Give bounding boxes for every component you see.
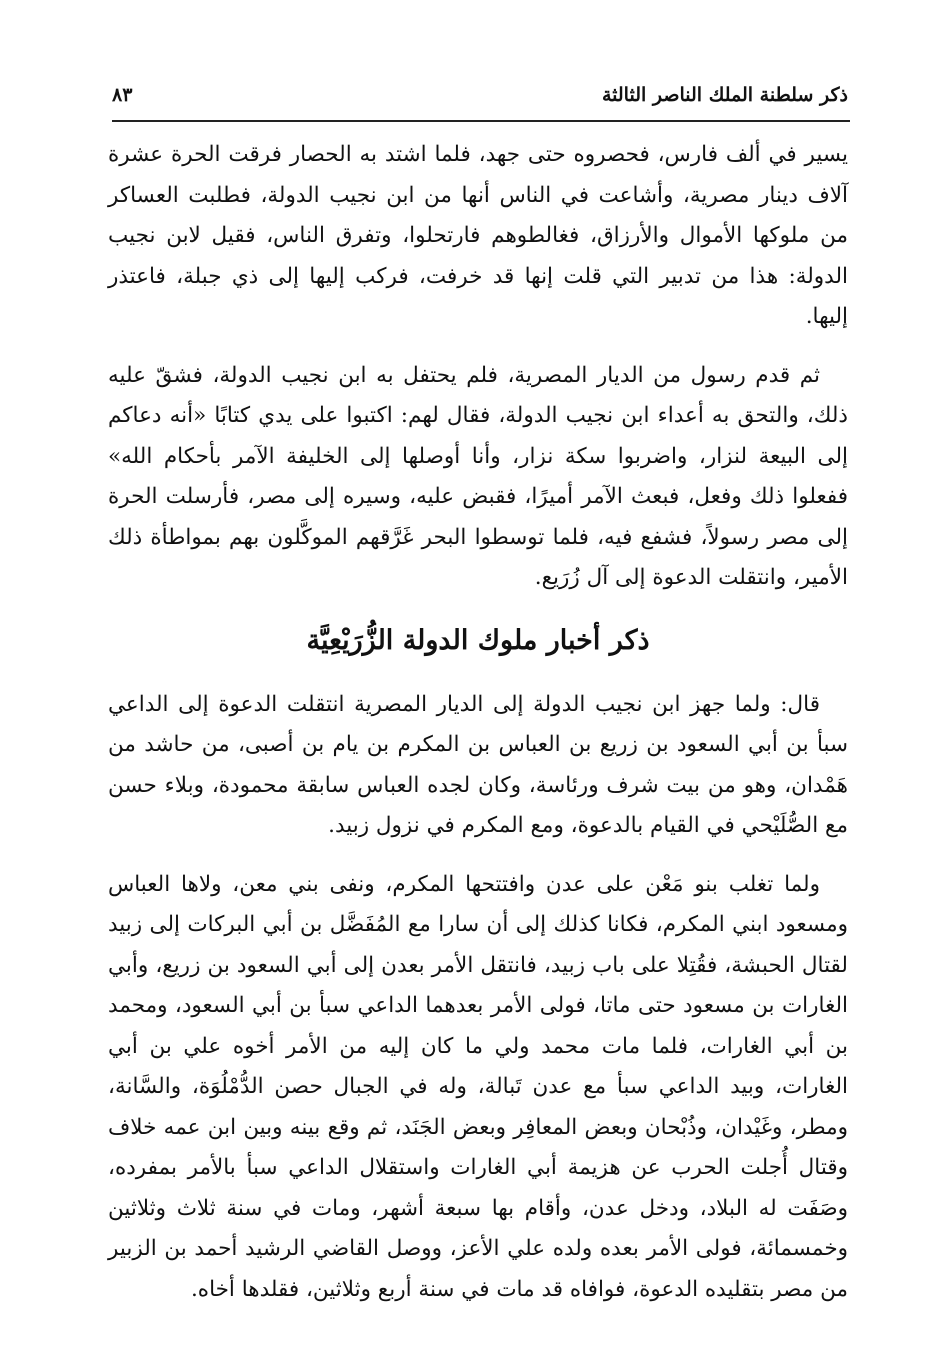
running-header xyxy=(112,84,848,116)
paragraph-spacer xyxy=(108,338,848,356)
paragraph-spacer xyxy=(108,847,848,865)
paragraph-1: يسير في ألف فارس، فحصروه حتى جهد، فلما اشتد به الحصار فرقت الحرة عشرة آلاف دينار مصرية، وأشاعت في الناس أنها من ابن نجيب الدولة، فطلبت العساكر من ملوكها الأموال والأرزاق، فغالطوهم فارتحلوا، وتفرق الناس، فقيل لابن نجيب الدولة: هذا من تدبير التي قلت إنها قد خرفت، فركب إليها إلى ذي جبلة، فاعتذر إليها. xyxy=(108,142,848,329)
header-rule xyxy=(112,120,850,122)
paragraph-2: ثم قدم رسول من الديار المصرية، فلم يحتفل به ابن نجيب الدولة، فشقّ عليه ذلك، والتحق به أعداء ابن نجيب الدولة، فقال لهم: اكتبوا على يدي كتابًا «أنه دعاكم إلى البيعة لنزار، واضربوا سكة نزار، وأنا أوصلها إلى الخليفة الآمر بأحكام الله» ففعلوا ذلك وفعل، فبعث الآمر أميرًا، فقبض عليه، وسيره إلى مصر، فأرسلت الحرة إلى مصر رسولاً، فشفع فيه، فلما توسطوا البحر غَرَّقهم الموكَّلون بهم بمواطأة ذلك الأمير، وانتقلت الدعوة إلى آل زُرَيع. xyxy=(108,362,848,590)
paragraph-3: قال: ولما جهز ابن نجيب الدولة إلى الديار المصرية انتقلت الدعوة إلى الداعي سبأ بن أبي السعود بن زريع بن العباس بن المكرم بن يام بن أصبى، من حاشد من هَمْدان، وهو من بيت شرف ورئاسة، وكان لجده العباس سابقة محمودة، وبلاء حسن مع الصُّلَيْحي في القيام بالدعوة، ومع المكرم في نزول زبيد. xyxy=(108,691,848,838)
section-heading: ذكر أخبار ملوك الدولة الزُّرَيْعِيَّة xyxy=(306,624,650,656)
page-number: ٨٣ xyxy=(112,84,133,106)
paragraph-4: ولما تغلب بنو مَعْن على عدن وافتتحها المكرم، ونفى بني معن، ولاها العباس ومسعود ابني المكرم، فكانا كذلك إلى أن سارا مع المُفَضَّل بن أبي البركات إلى زبيد لقتال الحبشة، فقُتِلا على باب زبيد، فانتقل الأمر بعدن إلى أبي السعود بن زريع، وأبي الغارات بن مسعود حتى ماتا، فولى الأمر بعدهما الداعي سبأ بن أبي السعود، ومحمد بن أبي الغارات، فلما مات محمد ولي ما كان إليه من الأمر أخوه علي بن أبي الغارات، وبيد الداعي سبأ مع عدن تَبالة، وله في الجبال حصن الدُّمْلُوَة، والسَّانة، ومطر، وغَيْدان، وذُبْحان وبعض المعافِر وبعض الجَنَد، ثم وقع بينه وبين ابن عمه خلاف وقتال أُجلت الحرب عن هزيمة أبي الغارات واستقلال الداعي سبأ بالأمر بمفرده، وصَفَت له البلاد، ودخل عدن، وأقام بها سبعة أشهر، ومات في سنة ثلاث وثلاثين وخمسمائة، فولى الأمر بعده ولده علي الأعز، ووصل القاضي الرشيد أحمد بن الزبير من مصر بتقليده الدعوة، فوافاه قد مات في سنة أربع وثلاثين، فقلدها أخاه. xyxy=(108,871,848,1302)
body-text xyxy=(108,135,848,1310)
running-header-title: ذكر سلطنة الملك الناصر الثالثة xyxy=(601,84,848,106)
